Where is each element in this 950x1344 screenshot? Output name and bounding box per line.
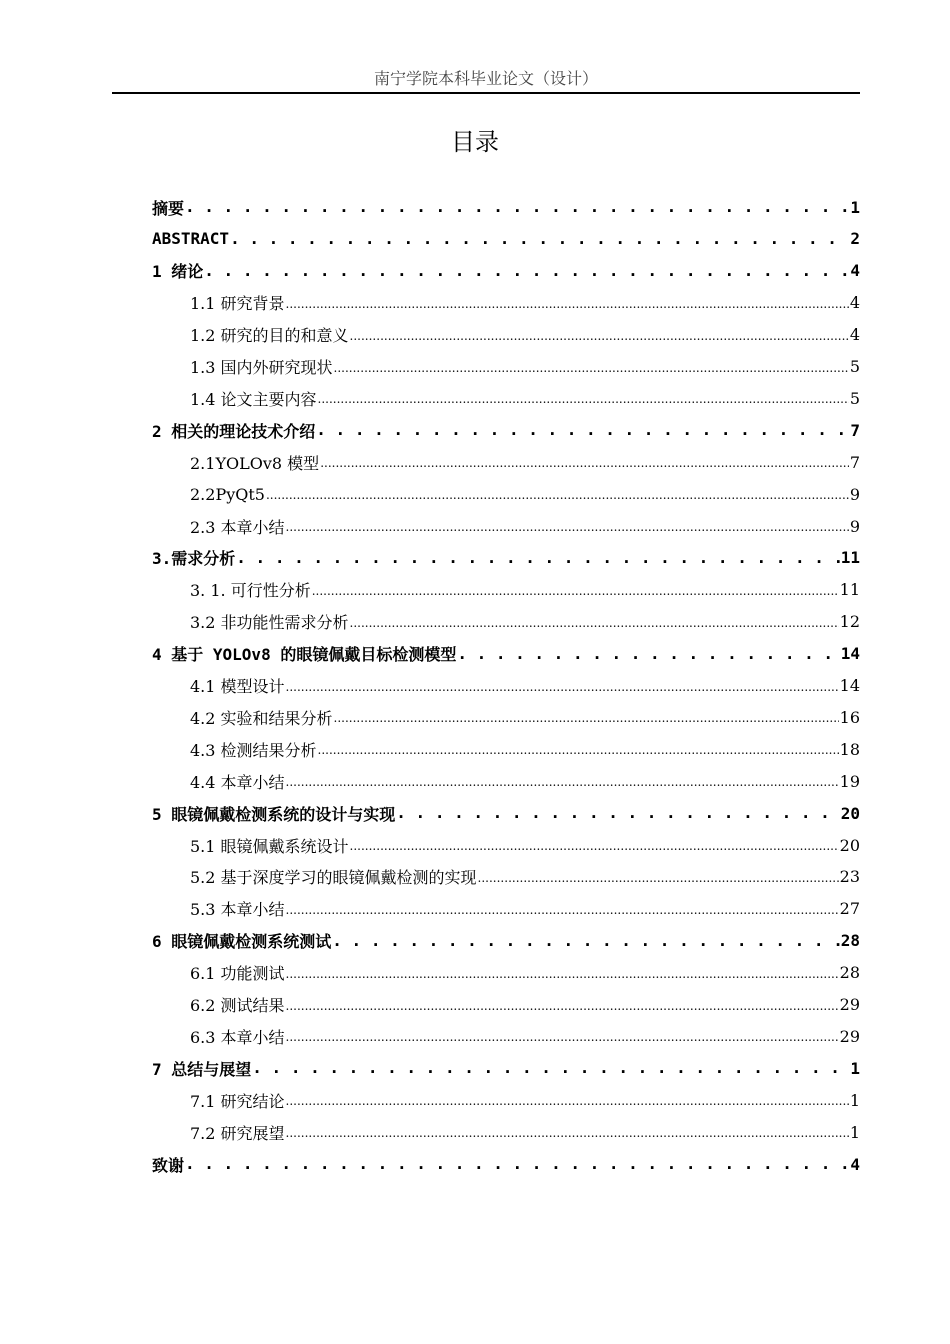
toc-entry-section[interactable] xyxy=(190,765,860,797)
toc-entry-label: 5.3 本章小结 xyxy=(190,900,285,920)
toc-dot-leader xyxy=(350,614,839,630)
toc-entry-page-number: 5 xyxy=(849,357,860,376)
toc-entry-section[interactable] xyxy=(190,574,860,606)
toc-entry-section[interactable] xyxy=(190,319,860,351)
toc-entry-page-number: 4 xyxy=(849,325,860,345)
toc-entry-label: 2 相关的理论技术介绍 xyxy=(152,421,316,441)
toc-entry-chapter[interactable] xyxy=(152,797,860,829)
toc-entry-chapter[interactable] xyxy=(152,638,860,670)
toc-dot-leader xyxy=(286,295,849,311)
toc-entry-chapter[interactable] xyxy=(152,223,860,255)
toc-dot-leader xyxy=(478,869,839,885)
toc-entry-page-number: 12 xyxy=(839,612,860,632)
toc-entry-label: 2.3 本章小结 xyxy=(190,517,285,537)
toc-dot-leader xyxy=(332,933,839,949)
toc-entry-label: 1.4 论文主要内容 xyxy=(190,389,317,409)
toc-dot-leader xyxy=(396,805,839,821)
toc-dot-leader xyxy=(286,1028,839,1044)
toc-entry-page-number: 11 xyxy=(840,548,860,568)
toc-dot-leader xyxy=(286,773,839,789)
toc-entry-page-number: 1 xyxy=(849,1090,860,1110)
toc-dot-leader xyxy=(316,422,849,438)
toc-entry-section[interactable] xyxy=(190,893,860,925)
toc-entry-label: 摘要 xyxy=(152,198,185,218)
toc-entry-page-number: 4 xyxy=(850,1154,860,1174)
toc-dot-leader xyxy=(318,390,849,406)
toc-dot-leader xyxy=(334,359,849,375)
toc-entry-page-number: 29 xyxy=(839,1026,860,1046)
toc-entry-label: 3.2 非功能性需求分析 xyxy=(190,613,349,633)
toc-entry-label: 6.2 测试结果 xyxy=(190,996,285,1015)
page-title: 目录 xyxy=(451,128,499,156)
toc-entry-section[interactable] xyxy=(190,701,860,733)
toc-entry-section[interactable] xyxy=(190,1116,860,1148)
toc-entry-chapter[interactable] xyxy=(152,542,860,574)
toc-entry-section[interactable] xyxy=(190,351,860,383)
toc-entry-section[interactable] xyxy=(190,287,860,319)
toc-entry-section[interactable] xyxy=(190,446,860,478)
toc-entry-section[interactable] xyxy=(190,733,860,765)
toc-entry-page-number: 28 xyxy=(839,963,860,983)
toc-entry-page-number: 1 xyxy=(850,197,860,217)
toc-entry-page-number: 1 xyxy=(850,1058,860,1078)
toc-entry-page-number: 23 xyxy=(839,867,860,887)
toc-entry-label: 7.2 研究展望 xyxy=(190,1123,285,1143)
toc-dot-leader xyxy=(286,1124,849,1140)
toc-dot-leader xyxy=(266,486,849,502)
toc-dot-leader xyxy=(286,678,839,694)
toc-entry-label: 6.1 功能测试 xyxy=(190,964,285,984)
toc-entry-page-number: 4 xyxy=(850,261,860,281)
toc-dot-leader xyxy=(457,646,839,662)
toc-entry-label: 5.2 基于深度学习的眼镜佩戴检测的实现 xyxy=(190,868,477,888)
toc-entry-page-number: 4 xyxy=(849,293,860,313)
toc-entry-section[interactable] xyxy=(190,1020,860,1052)
toc-dot-leader xyxy=(350,837,839,853)
toc-entry-label: 1.2 研究的目的和意义 xyxy=(190,326,349,346)
toc-entry-section[interactable] xyxy=(190,957,860,989)
toc-entry-page-number: 20 xyxy=(840,803,860,823)
toc-entry-page-number: 7 xyxy=(849,452,860,472)
toc-entry-label: 1.1 研究背景 xyxy=(190,294,285,314)
toc-entry-label: 3.需求分析 xyxy=(152,549,236,569)
toc-entry-page-number: 20 xyxy=(839,835,860,855)
toc-entry-page-number: 11 xyxy=(839,580,860,600)
toc-entry-label: 4 基于 YOLOv8 的眼镜佩戴目标检测模型 xyxy=(152,645,457,665)
toc-dot-leader xyxy=(185,1156,849,1172)
toc-entry-label: 1.3 国内外研究现状 xyxy=(190,358,333,377)
toc-entry-chapter[interactable] xyxy=(152,191,860,223)
toc-entry-label: 致谢 xyxy=(152,1155,185,1175)
toc-dot-leader xyxy=(312,582,839,598)
toc-entry-label: 2.2PyQt5 xyxy=(190,484,265,504)
toc-entry-section[interactable] xyxy=(190,670,860,702)
toc-entry-label: 4.3 检测结果分析 xyxy=(190,740,317,760)
toc-dot-leader xyxy=(334,709,839,725)
toc-entry-section[interactable] xyxy=(190,382,860,414)
toc-dot-leader xyxy=(286,997,839,1013)
toc-dot-leader xyxy=(320,454,849,470)
toc-entry-page-number: 1 xyxy=(849,1122,860,1142)
toc-entry-label: 6.3 本章小结 xyxy=(190,1027,285,1047)
toc-dot-leader xyxy=(230,231,849,247)
toc-entry-page-number: 18 xyxy=(839,739,860,759)
toc-dot-leader xyxy=(318,741,839,757)
toc-entry-chapter[interactable] xyxy=(152,925,860,957)
page-header xyxy=(112,66,860,94)
toc-entry-chapter[interactable] xyxy=(152,255,860,287)
toc-entry-page-number: 7 xyxy=(850,420,860,440)
toc-entry-chapter[interactable] xyxy=(152,414,860,446)
toc-entry-page-number: 9 xyxy=(849,484,860,504)
header-text: 南宁学院本科毕业论文（设计） xyxy=(373,69,598,88)
toc-dot-leader xyxy=(286,1092,849,1108)
toc-entry-section[interactable] xyxy=(190,1084,860,1116)
toc-entry-label: 3. 1. 可行性分析 xyxy=(190,581,311,601)
toc-entry-label: 6 眼镜佩戴检测系统测试 xyxy=(152,932,332,952)
toc-entry-section[interactable] xyxy=(190,510,860,542)
toc-entry-page-number: 5 xyxy=(849,388,860,408)
toc-entry-page-number: 16 xyxy=(839,707,860,727)
toc-entry-chapter[interactable] xyxy=(152,1052,860,1084)
toc-entry-page-number: 28 xyxy=(840,931,860,951)
toc-entry-label: 5 眼镜佩戴检测系统的设计与实现 xyxy=(152,804,396,824)
toc-dot-leader xyxy=(252,1060,849,1076)
toc-dot-leader xyxy=(185,199,849,215)
toc-entry-chapter[interactable] xyxy=(152,1148,860,1180)
toc-dot-leader xyxy=(286,518,849,534)
toc-entry-section[interactable] xyxy=(190,861,860,893)
toc-entry-label: 7 总结与展望 xyxy=(152,1059,252,1079)
toc-entry-label: 4.4 本章小结 xyxy=(190,772,285,792)
toc-entry-page-number: 9 xyxy=(849,516,860,536)
toc-entry-section[interactable] xyxy=(190,829,860,861)
toc-dot-leader xyxy=(286,901,839,917)
toc-entry-label: 7.1 研究结论 xyxy=(190,1091,285,1111)
toc-entry-page-number: 27 xyxy=(839,899,860,919)
toc-entry-section[interactable] xyxy=(190,606,860,638)
toc-entry-section[interactable] xyxy=(190,989,860,1021)
toc-entry-label: 1 绪论 xyxy=(152,262,204,282)
toc-entry-label: 5.1 眼镜佩戴系统设计 xyxy=(190,836,349,856)
toc-dot-leader xyxy=(286,965,839,981)
toc-entry-label: 4.2 实验和结果分析 xyxy=(190,708,333,728)
toc-entry-label: ABSTRACT xyxy=(152,229,230,249)
toc-entry-page-number: 29 xyxy=(839,995,860,1014)
toc-dot-leader xyxy=(236,550,839,566)
toc-entry-label: 2.1YOLOv8 模型 xyxy=(190,453,320,473)
toc-entry-page-number: 19 xyxy=(839,771,860,791)
toc-entry-section[interactable] xyxy=(190,478,860,510)
toc-entry-page-number: 14 xyxy=(840,644,860,664)
toc-entry-label: 4.1 模型设计 xyxy=(190,677,285,696)
toc-entry-page-number: 2 xyxy=(850,229,860,249)
toc-entry-page-number: 14 xyxy=(839,676,860,695)
toc-dot-leader xyxy=(204,263,849,279)
toc-dot-leader xyxy=(350,327,849,343)
